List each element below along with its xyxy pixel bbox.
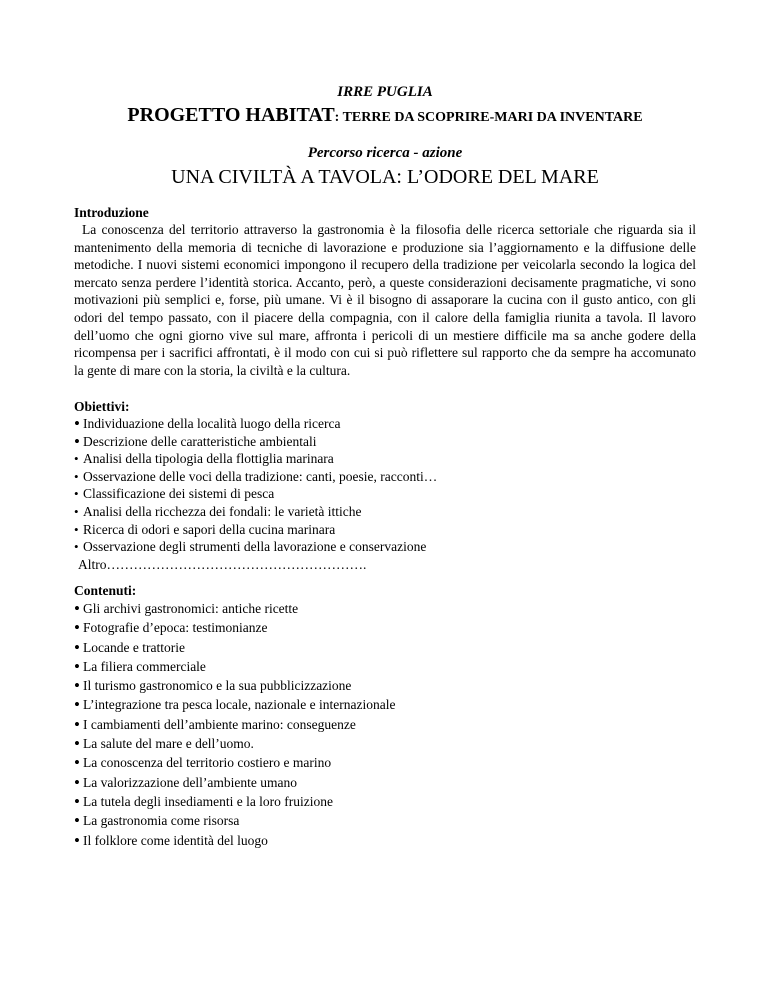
bullet-icon: • — [74, 637, 80, 657]
list-item — [74, 450, 696, 468]
section-subtitle: Percorso ricerca - azione — [307, 145, 463, 161]
list-item — [74, 657, 696, 676]
introduction-paragraph: La conoscenza del territorio attraverso la gastronomia è la filosofia delle ricerca settoriale che riguarda sia il mantenimento della memoria di tecniche di lavorazione e produzione sia l’aggiornamento e la diffusione delle metodiche. I nuovi sistemi economici impongono il recupero della tradizione per veicolarla secondo la logica del mercato senza perdere l’identità storica. Accanto, però, a queste considerazioni decisamente pragmatiche, vi sono motivazioni più semplici e, forse, più umane. Vi è il bisogno di assaporare la cucina con il gusto antico, con gli odori del tempo passato, con il piacere della compagnia, con il calore della famiglia riunita a tavola. Il lavoro dell’uomo che ogni giorno vive sul mare, affronta i pericoli di un mestiere difficile ma sa anche godere della ricompensa per i sacrifici affrontati, è il modo con cui si può riflettere sul rapporto che da sempre ha accomunato la gente di mare con la storia, la civiltà e la cultura. — [74, 222, 696, 378]
list-item — [74, 695, 696, 714]
objectives-section — [74, 398, 696, 573]
project-tagline: : TERRE DA SCOPRIRE-MARI DA INVENTARE — [334, 110, 643, 125]
list-item-text: L’integrazione tra pesca locale, nazionale e internazionale — [83, 697, 396, 713]
list-item — [74, 831, 696, 850]
bullet-icon: • — [74, 486, 79, 502]
bullet-icon: • — [74, 521, 79, 537]
bullet-icon: • — [74, 414, 80, 433]
list-item — [74, 433, 696, 451]
introduction-heading: Introduzione — [74, 205, 149, 220]
bullet-icon: • — [74, 503, 79, 519]
bullet-icon: • — [74, 599, 80, 618]
list-item-text: Il turismo gastronomico e la sua pubblicizzazione — [83, 678, 352, 694]
project-name: PROGETTO HABITAT — [127, 104, 335, 126]
list-item — [74, 468, 696, 486]
bullet-icon: • — [74, 451, 79, 467]
list-item-text: La conoscenza del territorio costiero e marino — [83, 755, 332, 771]
list-item — [74, 753, 696, 772]
project-title — [74, 103, 696, 130]
bullet-icon: • — [74, 695, 80, 715]
list-item — [74, 415, 696, 433]
contents-section — [74, 582, 696, 850]
bullet-icon: • — [74, 734, 80, 754]
list-item-text: Ricerca di odori e sapori della cucina marinara — [83, 521, 336, 537]
list-item — [74, 599, 696, 618]
bullet-icon: • — [74, 811, 80, 831]
list-item — [74, 485, 696, 503]
list-item-text: Descrizione delle caratteristiche ambientali — [83, 433, 317, 449]
contents-list — [74, 599, 696, 850]
list-item-text: Analisi della ricchezza dei fondali: le varietà ittiche — [83, 503, 362, 519]
list-item-text: Osservazione degli strumenti della lavorazione e conservazione — [83, 539, 427, 555]
list-item-text: I cambiamenti dell’ambiente marino: conseguenze — [83, 716, 356, 732]
contents-heading: Contenuti: — [74, 583, 137, 598]
list-item — [74, 676, 696, 695]
list-item-text: Classificazione dei sistemi di pesca — [83, 486, 275, 502]
list-item-text: La tutela degli insediamenti e la loro fruizione — [83, 793, 334, 809]
bullet-icon: • — [74, 539, 79, 555]
list-item — [74, 792, 696, 811]
bullet-icon: • — [74, 830, 80, 850]
list-item-text: Gli archivi gastronomici: antiche ricette — [83, 601, 299, 616]
list-item-text: Locande e trattorie — [83, 639, 185, 655]
list-item-text: Individuazione della località luogo della ricerca — [83, 416, 341, 431]
bullet-icon: • — [74, 431, 80, 451]
list-item-text: Analisi della tipologia della flottiglia marinara — [83, 451, 334, 467]
objectives-other: Altro…………………………………………………. — [78, 556, 367, 572]
section-title: UNA CIVILTÀ A TAVOLA: L’ODORE DEL MARE — [171, 166, 599, 188]
bullet-icon: • — [74, 468, 79, 484]
list-item — [74, 618, 696, 637]
list-item-text: La valorizzazione dell’ambiente umano — [83, 774, 298, 790]
list-item-text: Fotografie d’epoca: testimonianze — [83, 620, 268, 636]
bullet-icon: • — [74, 656, 80, 676]
list-item — [74, 503, 696, 521]
objectives-list — [74, 415, 696, 556]
list-item — [74, 811, 696, 830]
bullet-icon: • — [74, 676, 80, 696]
list-item — [74, 638, 696, 657]
bullet-icon: • — [74, 714, 80, 734]
list-item-text: La gastronomia come risorsa — [83, 813, 240, 829]
bullet-icon: • — [74, 618, 80, 638]
bullet-icon: • — [74, 791, 80, 811]
list-item — [74, 538, 696, 556]
objectives-heading: Obiettivi: — [74, 399, 130, 414]
list-item-text: Osservazione delle voci della tradizione: canti, poesie, racconti… — [83, 468, 438, 484]
institution-name: IRRE PUGLIA — [337, 84, 433, 100]
list-item — [74, 715, 696, 734]
list-item — [74, 521, 696, 539]
bullet-icon: • — [74, 772, 80, 792]
list-item-text: Il folklore come identità del luogo — [83, 832, 268, 848]
list-item-text: La salute del mare e dell’uomo. — [83, 736, 254, 752]
list-item — [74, 773, 696, 792]
list-item — [74, 734, 696, 753]
bullet-icon: • — [74, 753, 80, 773]
list-item-text: La filiera commerciale — [83, 658, 206, 674]
